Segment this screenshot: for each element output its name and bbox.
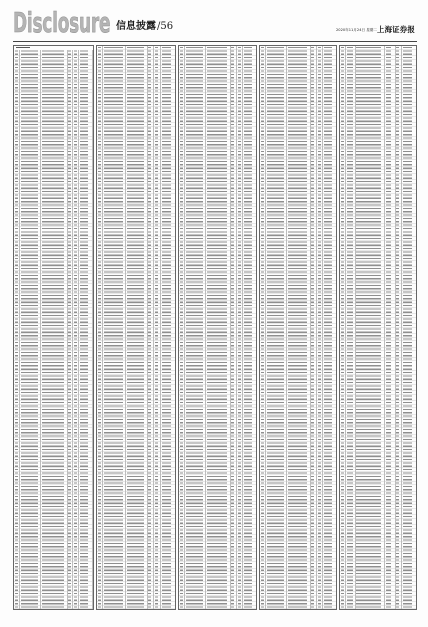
newspaper-name: 上海证券报 xyxy=(377,25,415,34)
table-text-lines xyxy=(148,46,151,609)
table-text-lines xyxy=(207,46,227,609)
table-text-lines xyxy=(244,46,252,609)
table-text-lines xyxy=(127,46,144,609)
table-cell-column xyxy=(287,46,310,609)
table-text-lines xyxy=(356,46,380,609)
table-text-lines xyxy=(80,46,88,609)
table-text-lines xyxy=(180,46,183,609)
table-cell-column xyxy=(356,46,385,609)
table-text-lines xyxy=(15,46,18,609)
continuation-note xyxy=(14,46,93,50)
table-column-5 xyxy=(339,45,417,610)
continuation-mark xyxy=(16,47,30,48)
table-text-lines xyxy=(155,46,158,609)
table-text-lines xyxy=(403,46,411,609)
page-number: /56 xyxy=(157,21,174,32)
table-text-lines xyxy=(288,46,307,609)
table-cell-column xyxy=(266,46,287,609)
table-column-4 xyxy=(259,45,337,610)
table-cell-column xyxy=(20,46,41,609)
table-text-lines xyxy=(386,46,392,609)
table-cell-column xyxy=(311,46,318,609)
table-text-lines xyxy=(318,46,320,609)
table-cell-column xyxy=(385,46,396,609)
table-text-lines xyxy=(162,46,170,609)
table-cell-column xyxy=(346,46,356,609)
table-text-lines xyxy=(324,46,332,609)
table-cell-column xyxy=(185,46,206,609)
table-text-lines xyxy=(21,46,38,609)
table-text-lines xyxy=(261,46,264,609)
table-text-lines xyxy=(341,46,344,609)
table-cell-column xyxy=(231,46,238,609)
table-text-lines xyxy=(68,46,70,609)
table-cell-column xyxy=(206,46,230,609)
section-name: 信息披露 xyxy=(116,21,156,32)
table-cell-column xyxy=(243,46,256,609)
brand-wordmark: Disclosure xyxy=(13,6,111,40)
table-cell-column xyxy=(323,46,336,609)
table-cell-column xyxy=(148,46,155,609)
table-cell-column xyxy=(126,46,147,609)
table-cell-column xyxy=(154,46,161,609)
table-cell-column xyxy=(161,46,175,609)
table-text-lines xyxy=(42,46,64,609)
table-text-lines xyxy=(347,46,354,609)
table-text-lines xyxy=(98,46,101,609)
table-cell-column xyxy=(41,46,67,609)
table-cell-column xyxy=(79,46,93,609)
table-cell-column xyxy=(402,46,416,609)
table-text-lines xyxy=(74,46,76,609)
section-title xyxy=(116,21,173,33)
table-text-lines xyxy=(238,46,240,609)
table-text-lines xyxy=(231,46,234,609)
table-cell-column xyxy=(396,46,403,609)
table-text-lines xyxy=(104,46,123,609)
table-text-lines xyxy=(267,46,284,609)
table-text-lines xyxy=(186,46,203,609)
table-column-1 xyxy=(13,45,94,610)
header-divider xyxy=(13,41,417,42)
table-column-3 xyxy=(178,45,257,610)
table-cell-column xyxy=(103,46,126,609)
table-text-lines xyxy=(311,46,314,609)
issue-date: 2020年11月24日 星期二 xyxy=(336,28,377,32)
table-text-lines xyxy=(396,46,399,609)
table-column-2 xyxy=(96,45,176,610)
